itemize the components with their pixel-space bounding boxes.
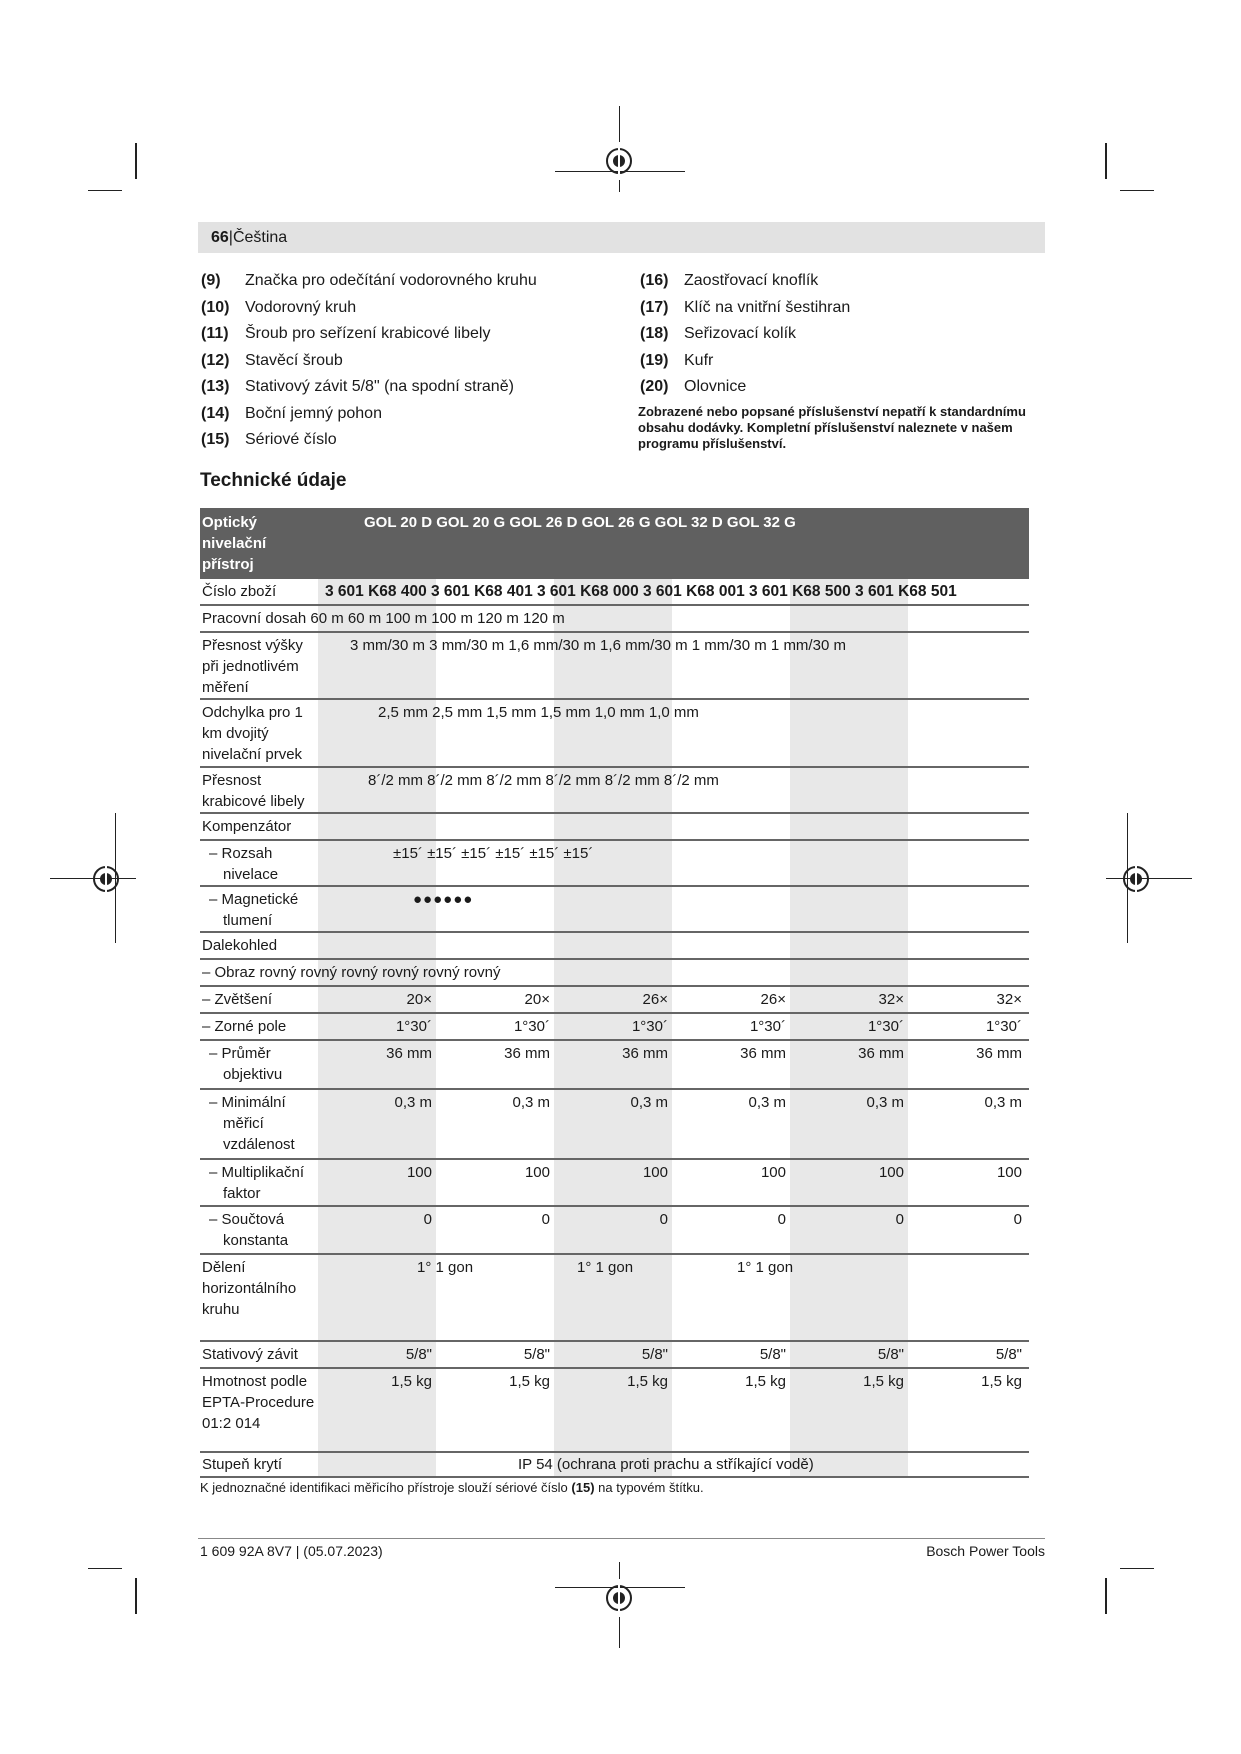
value-cell: 32×: [996, 991, 1022, 1008]
row-divider: [200, 1340, 1029, 1342]
model-names: GOL 20 D GOL 20 G GOL 26 D GOL 26 G GOL 32 D GOL 32 G: [364, 514, 796, 531]
crop-mark: [1105, 143, 1107, 179]
value-cell: 1,5 kg: [627, 1373, 668, 1390]
value-cell: 36 mm: [386, 1045, 432, 1062]
crop-mark: [88, 1568, 122, 1569]
header-separator: |: [228, 229, 233, 246]
crop-mark: [135, 1578, 137, 1614]
row-divider: [200, 839, 1029, 841]
telescope-label: Dalekohled: [202, 937, 278, 954]
value-cell: 5/8": [405, 1346, 432, 1363]
legend-item: (20) Olovnice: [640, 378, 747, 395]
row-divider: [200, 1476, 1029, 1478]
legend-item: (14) Boční jemný pohon: [201, 404, 382, 422]
section-title: Technické údaje: [200, 470, 347, 491]
footer-doc-number: 1 609 92A 8V7 | (05.07.2023): [200, 1543, 383, 1559]
crop-mark: [1120, 190, 1154, 191]
value-cell: 0,3 m: [630, 1094, 668, 1111]
registration-mark-top-icon: [606, 148, 632, 174]
legend-item: (13) Stativový závit 5/8" (na spodní straně): [201, 378, 514, 395]
crop-mark: [88, 190, 122, 191]
value-cell: 5/8": [641, 1346, 668, 1363]
crop-mark: [135, 143, 137, 179]
min-distance-label: – Minimální měřicí vzdálenost: [209, 1094, 295, 1153]
objective-label: – Průměr objektivu: [209, 1045, 283, 1083]
value-cell: 0: [1013, 1211, 1022, 1228]
leveling-label: – Rozsah nivelace: [209, 845, 279, 883]
value-cell: 5/8": [995, 1346, 1022, 1363]
value-cell: 1°30´: [631, 1018, 668, 1035]
value-cell: 26×: [760, 991, 786, 1008]
value-cell: 0: [895, 1211, 904, 1228]
value-cell: 0: [541, 1211, 550, 1228]
deviation-values: 2,5 mm 2,5 mm 1,5 mm 1,5 mm 1,0 mm 1,0 mm: [378, 704, 699, 721]
legend-item: (11) Šroub pro seřízení krabicové libely: [201, 325, 491, 342]
value-cell: 5/8": [759, 1346, 786, 1363]
registration-mark-bottom-icon: [606, 1585, 632, 1611]
accuracy-values: 3 mm/30 m 3 mm/30 m 1,6 mm/30 m 1,6 mm/30 m 1 mm/30 m 1 mm/30 m: [350, 637, 846, 654]
value-cell: 1° 1 gon: [417, 1259, 474, 1276]
value-cell: 0,3 m: [512, 1094, 550, 1111]
range-row: Pracovní dosah 60 m 60 m 100 m 100 m 120 m 120 m: [202, 610, 565, 627]
crop-mark: [1105, 1578, 1107, 1614]
value-cell: 100: [524, 1164, 550, 1181]
table-header: [200, 508, 1029, 579]
row-divider: [200, 1205, 1029, 1207]
row-divider: [200, 766, 1029, 768]
footer-brand: Bosch Power Tools: [926, 1543, 1045, 1559]
accessory-note: Zobrazené nebo popsané příslušenství nepatří k standardnímu obsahu dodávky. Kompletní příslušenství naleznete v našem programu příslušenství.: [638, 404, 1026, 451]
row-divider: [200, 1158, 1029, 1160]
magnification-label: – Zvětšení: [202, 991, 273, 1008]
legend-item: (17) Klíč na vnitřní šestihran: [640, 298, 851, 316]
legend-item: (18) Seřizovací kolík: [640, 325, 797, 342]
tech-data-table: [200, 508, 1029, 1478]
compensator-label: Kompenzátor: [202, 818, 292, 835]
value-cell: 1,5 kg: [391, 1373, 432, 1390]
protection-value: IP 54 (ochrana proti prachu a stříkající vodě): [518, 1456, 814, 1473]
value-cell: 1,5 kg: [863, 1373, 904, 1390]
deviation-label: Odchylka pro 1 km dvojitý nivelační prvek: [202, 704, 303, 763]
row-divider: [200, 985, 1029, 987]
legend-item: (19) Kufr: [640, 351, 714, 369]
value-cell: 1,5 kg: [981, 1373, 1022, 1390]
legend-item: (12) Stavěcí šroub: [201, 351, 343, 369]
multiplication-label: – Multiplikační faktor: [209, 1164, 305, 1202]
legend-item: (10) Vodorovný kruh: [201, 298, 357, 316]
damping-values: ●●●●●●: [413, 891, 474, 908]
value-cell: 1°30´: [513, 1018, 550, 1035]
legend-left: [201, 268, 537, 454]
part-label: Číslo zboží: [202, 583, 277, 600]
row-divider: [200, 1451, 1029, 1453]
row-divider: [200, 1039, 1029, 1041]
addition-label: – Součtová konstanta: [209, 1211, 289, 1249]
part-numbers: 3 601 K68 400 3 601 K68 401 3 601 K68 000 3 601 K68 001 3 601 K68 500 3 601 K68 501: [325, 583, 957, 600]
value-cell: 36 mm: [740, 1045, 786, 1062]
row-divider: [200, 958, 1029, 960]
image-row: – Obraz rovný rovný rovný rovný rovný rovný: [202, 964, 501, 981]
value-cell: 0: [777, 1211, 786, 1228]
value-cell: 1,5 kg: [745, 1373, 786, 1390]
row-divider: [200, 604, 1029, 606]
row-divider: [200, 631, 1029, 633]
legend-item: (9) Značka pro odečítání vodorovného kruhu: [201, 272, 537, 289]
header-language: Čeština: [232, 229, 288, 246]
value-cell: 36 mm: [504, 1045, 550, 1062]
value-cell: 36 mm: [622, 1045, 668, 1062]
value-cell: 100: [996, 1164, 1022, 1181]
row-divider: [200, 931, 1029, 933]
row-divider: [200, 698, 1029, 700]
value-cell: 1°30´: [395, 1018, 432, 1035]
value-cell: 1°30´: [985, 1018, 1022, 1035]
value-cell: 32×: [878, 991, 904, 1008]
weight-label: Hmotnost podle EPTA-Procedure 01:2 014: [202, 1373, 315, 1432]
leveling-values: ±15´ ±15´ ±15´ ±15´ ±15´ ±15´: [393, 845, 594, 862]
value-cell: 1°30´: [867, 1018, 904, 1035]
value-cell: 26×: [642, 991, 668, 1008]
level-values: 8´/2 mm 8´/2 mm 8´/2 mm 8´/2 mm 8´/2 mm 8´/2 mm: [368, 772, 719, 789]
value-cell: 20×: [406, 991, 432, 1008]
value-cell: 0: [659, 1211, 668, 1228]
header-label: Optický nivelační přístroj: [202, 514, 267, 573]
legend-item: (15) Sériové číslo: [201, 431, 337, 448]
value-cell: 1° 1 gon: [577, 1259, 634, 1276]
value-cell: 100: [406, 1164, 432, 1181]
value-cell: 0,3 m: [866, 1094, 904, 1111]
page-header: [198, 222, 1045, 253]
circle-label: Dělení horizontálního kruhu: [202, 1259, 297, 1318]
row-divider: [200, 885, 1029, 887]
legend-item: (16) Zaostřovací knoflík: [640, 272, 819, 289]
row-divider: [200, 1367, 1029, 1369]
row-divider: [200, 1012, 1029, 1014]
value-cell: 100: [760, 1164, 786, 1181]
value-cell: 1°30´: [749, 1018, 786, 1035]
value-cell: 5/8": [523, 1346, 550, 1363]
registration-mark-right-icon: [1123, 866, 1149, 892]
value-cell: 5/8": [877, 1346, 904, 1363]
damping-label: – Magnetické tlumení: [209, 891, 299, 929]
value-cell: 0,3 m: [394, 1094, 432, 1111]
accuracy-label: Přesnost výšky při jednotlivém měření: [202, 637, 303, 696]
value-cell: 100: [878, 1164, 904, 1181]
crop-mark: [1120, 1568, 1154, 1569]
value-cell: 1° 1 gon: [737, 1259, 794, 1276]
value-cell: 1,5 kg: [509, 1373, 550, 1390]
footer-divider: [198, 1538, 1045, 1539]
value-cell: 36 mm: [976, 1045, 1022, 1062]
level-label: Přesnost krabicové libely: [202, 772, 305, 810]
page-number: 66: [211, 229, 229, 246]
value-cell: 0,3 m: [984, 1094, 1022, 1111]
value-cell: 20×: [524, 991, 550, 1008]
legend-right: [640, 268, 850, 401]
row-divider: [200, 812, 1029, 814]
fov-label: – Zorné pole: [202, 1018, 287, 1035]
value-cell: 0,3 m: [748, 1094, 786, 1111]
value-cell: 36 mm: [858, 1045, 904, 1062]
thread-label: Stativový závit: [202, 1346, 298, 1363]
protection-label: Stupeň krytí: [202, 1456, 283, 1473]
row-divider: [200, 1253, 1029, 1255]
value-cell: 0: [423, 1211, 432, 1228]
row-divider: [200, 1088, 1029, 1090]
footnote: K jednoznačné identifikaci měřicího přístroje slouží sériové číslo (15) na typovém štítku.: [200, 1480, 704, 1495]
registration-mark-right-line-h: [1106, 878, 1192, 879]
value-cell: 100: [642, 1164, 668, 1181]
registration-mark-left-icon: [93, 866, 119, 892]
